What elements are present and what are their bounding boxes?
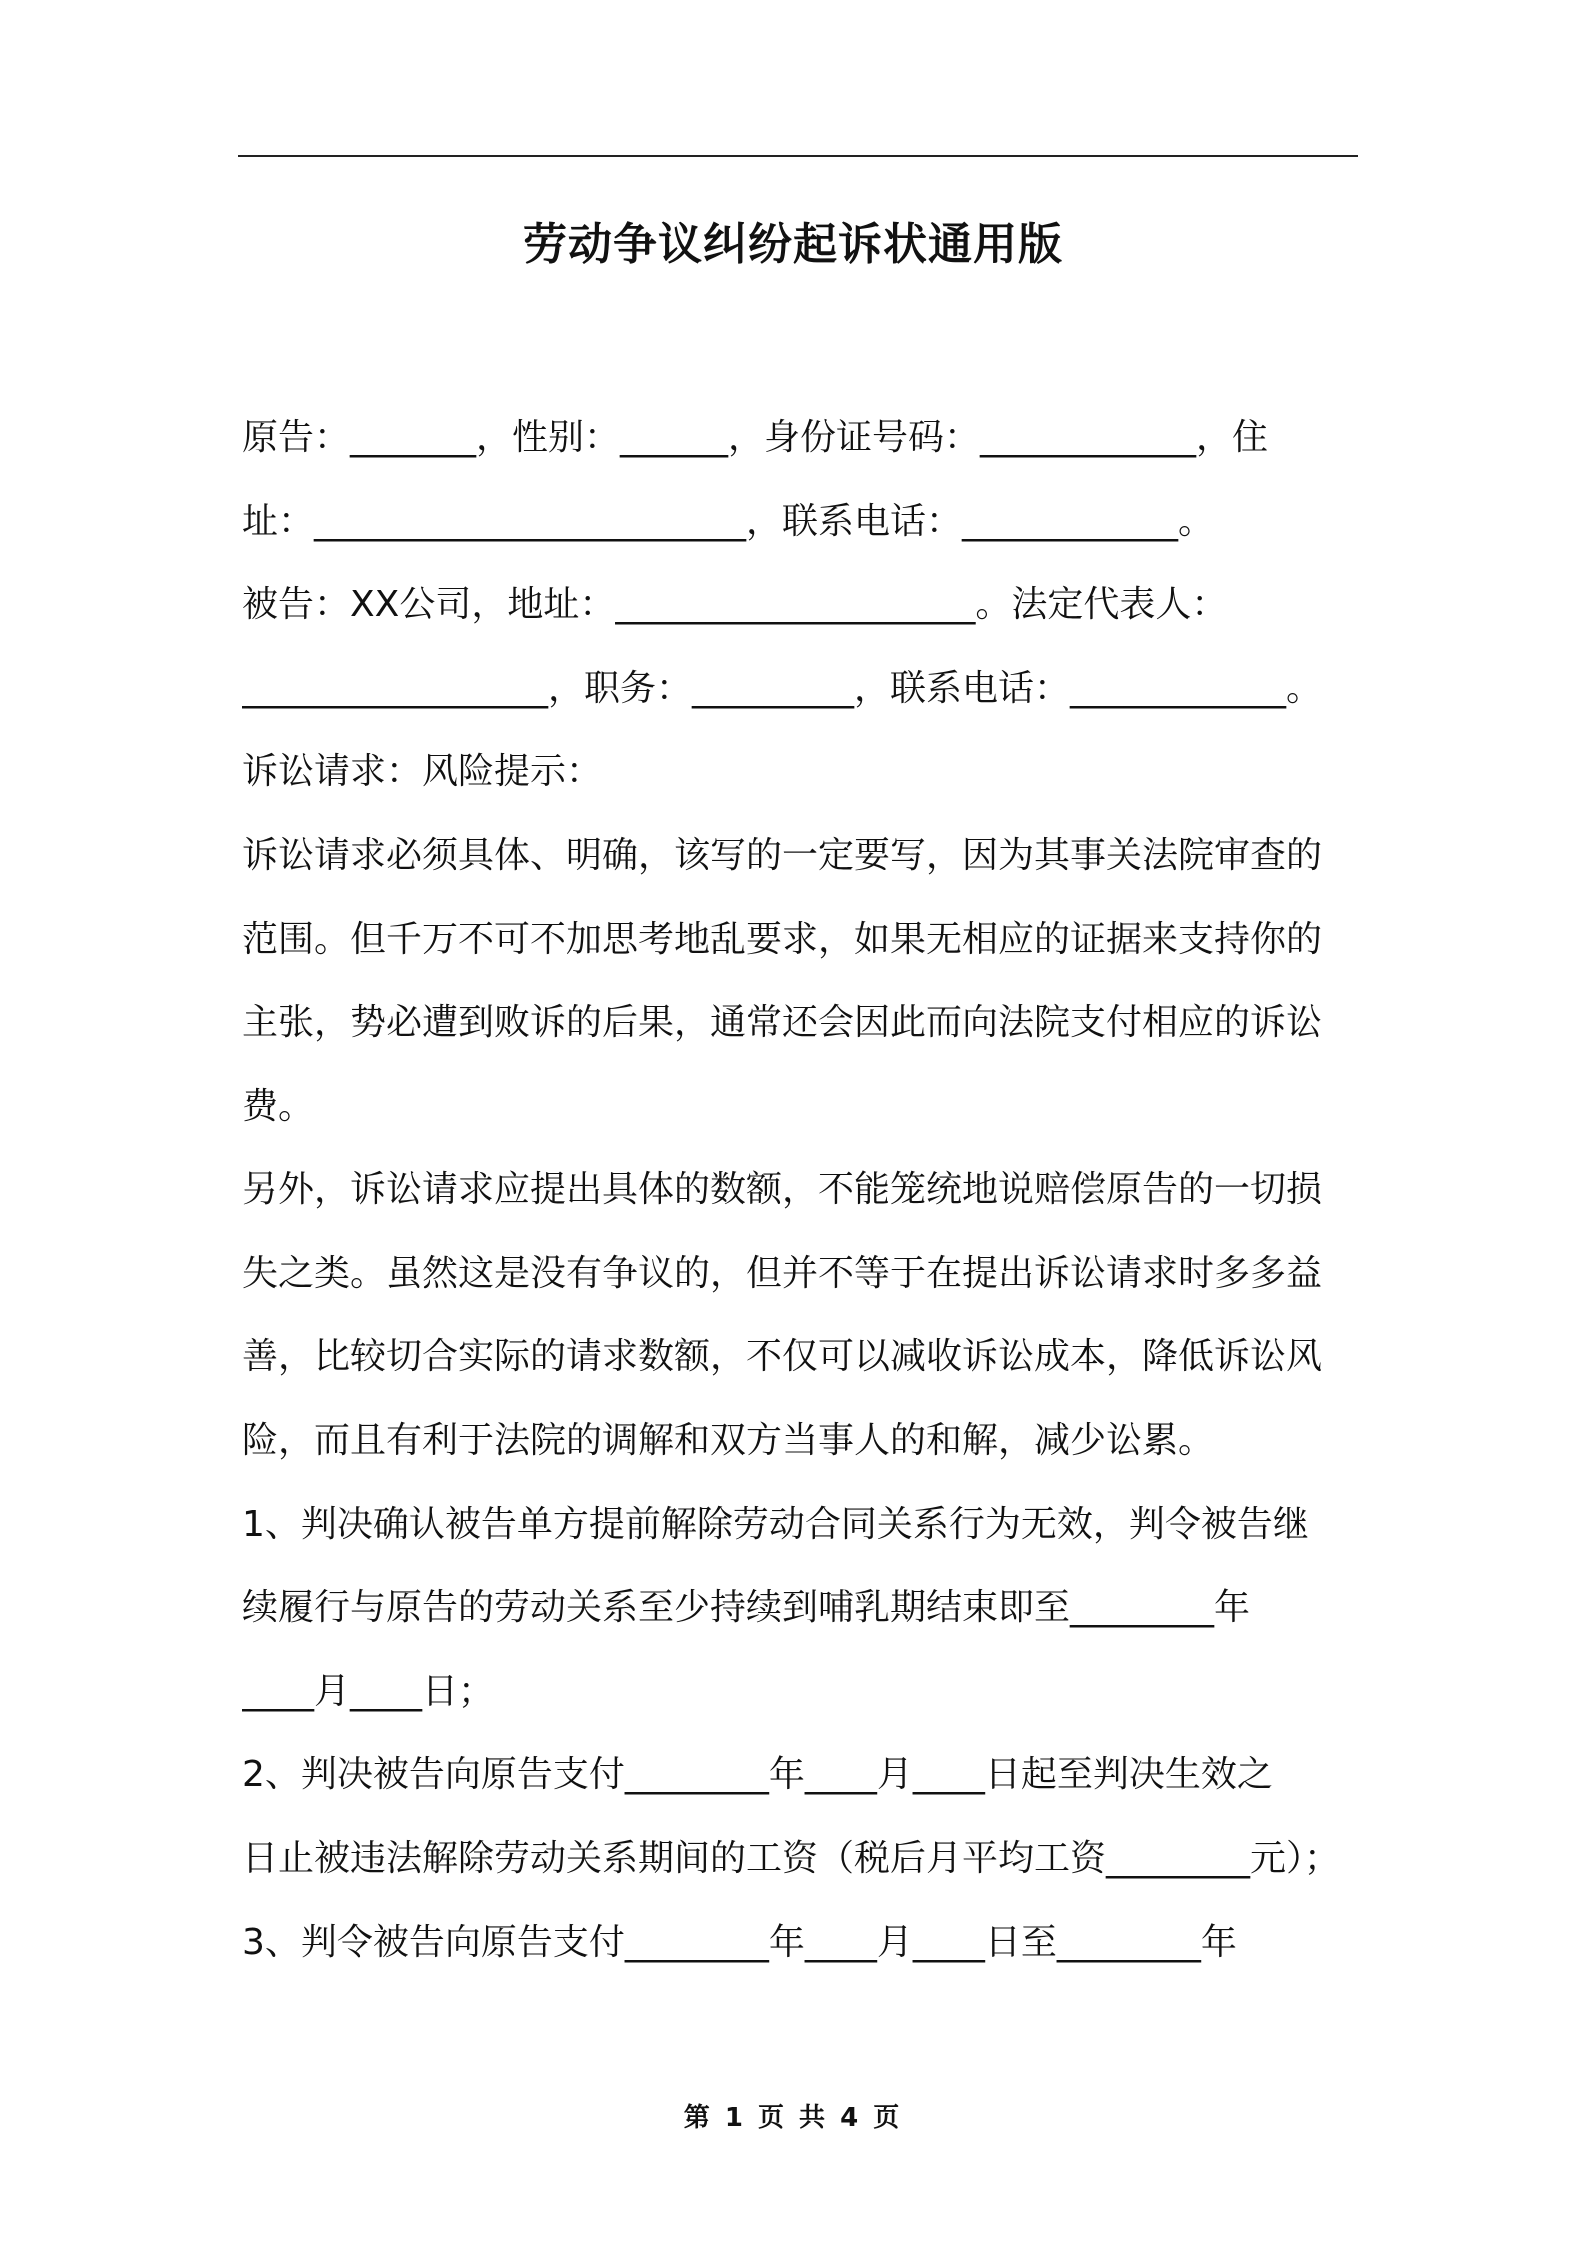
body-line: _________________，职务：_________，联系电话：____________。 — [242, 668, 1323, 709]
body-line: 诉讼请求必须具体、明确，该写的一定要写，因为其事关法院审查的 — [242, 835, 1323, 876]
body-line: 善，比较切合实际的请求数额，不仅可以减收诉讼成本，降低诉讼风 — [242, 1336, 1323, 1377]
body-line: 另外，诉讼请求应提出具体的数额，不能笼统地说赔偿原告的一切损 — [242, 1169, 1323, 1210]
body-line: ____月____日； — [242, 1671, 495, 1712]
body-line: 址：________________________，联系电话：____________。 — [242, 501, 1215, 542]
header-rule — [238, 155, 1358, 157]
body-line: 日止被违法解除劳动关系期间的工资（税后月平均工资________元）； — [242, 1838, 1341, 1879]
body-line: 3、判令被告向原告支付________年____月____日至________年 — [242, 1922, 1237, 1963]
body-line: 原告：_______，性别：______，身份证号码：____________，住 — [242, 417, 1269, 458]
body-line: 主张，势必遭到败诉的后果，通常还会因此而向法院支付相应的诉讼 — [242, 1002, 1323, 1043]
body-line: 被告：XX公司，地址：____________________。法定代表人： — [242, 584, 1228, 625]
body-line: 范围。但千万不可不加思考地乱要求，如果无相应的证据来支持你的 — [242, 919, 1323, 960]
document-title: 劳动争议纠纷起诉状通用版 — [523, 219, 1063, 270]
page-number: 第 1 页 共 4 页 — [683, 2103, 903, 2133]
body-line: 续履行与原告的劳动关系至少持续到哺乳期结束即至________年 — [242, 1587, 1251, 1628]
body-line: 失之类。虽然这是没有争议的，但并不等于在提出诉讼请求时多多益 — [242, 1253, 1323, 1294]
body-line: 费。 — [242, 1086, 315, 1127]
body-line: 2、判决被告向原告支付________年____月____日起至判决生效之 — [242, 1754, 1273, 1795]
body-line: 1、判决确认被告单方提前解除劳动合同关系行为无效，判令被告继 — [242, 1504, 1309, 1545]
body-line: 诉讼请求：风险提示： — [242, 751, 603, 792]
body-line: 险，而且有利于法院的调解和双方当事人的和解，减少讼累。 — [242, 1420, 1215, 1461]
